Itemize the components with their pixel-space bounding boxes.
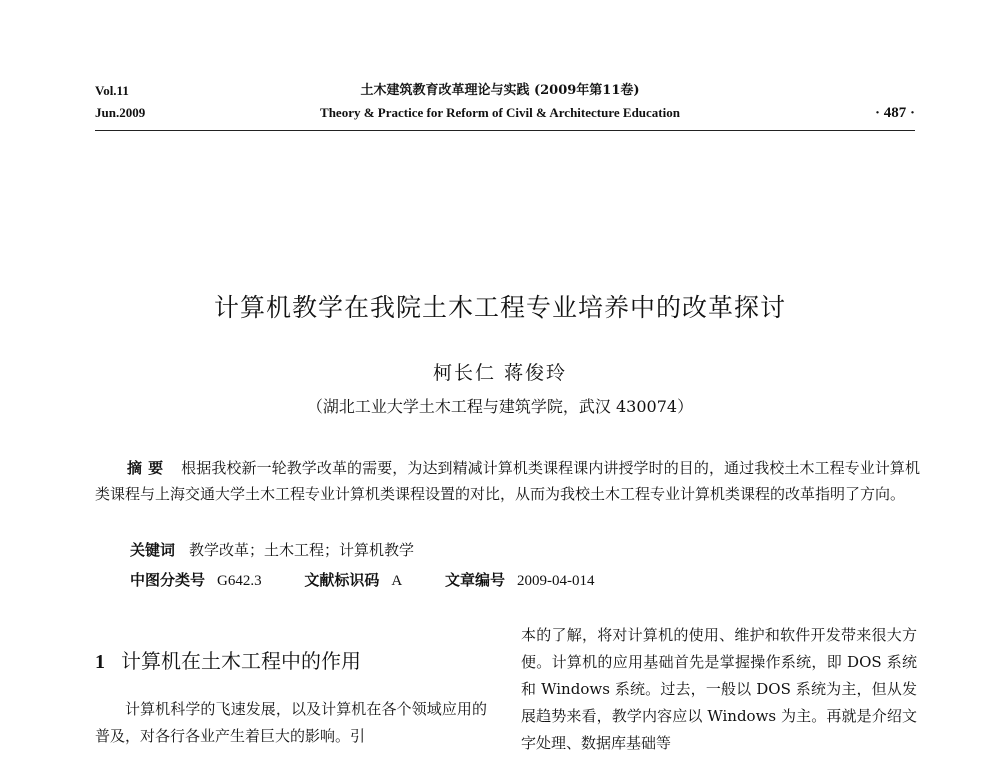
article-no-value: 2009-04-014 [517,573,595,589]
journal-title-en: Theory & Practice for Reform of Civil & Architecture Education [320,105,680,120]
page-number: · 487 · [874,105,915,121]
journal-header [300,80,700,124]
section-heading [95,645,487,674]
doc-code-label: 文献标识码 [304,571,380,589]
article-title: 计算机教学在我院土木工程专业培养中的改革探讨 [213,293,786,322]
classification-line [130,567,633,594]
clc-label: 中图分类号 [130,571,206,589]
volume-label: Vol.11 [95,83,129,98]
keywords-text: 教学改革；土木工程；计算机教学 [189,541,415,559]
section-number: 1 [95,651,105,673]
doc-code-value: A [391,573,403,589]
journal-volume-info [95,80,145,124]
section-title: 计算机在土木工程中的作用 [121,649,361,673]
article-no-label: 文章编号 [445,571,506,589]
author-affiliation: （湖北工业大学土木工程与建筑学院，武汉 430074） [306,397,694,416]
journal-title-cn: 土木建筑教育改革理论与实践 (2009年第11卷) [360,83,640,98]
abstract-text: 根据我校新一轮教学改革的需要，为达到精减计算机类课程课内讲授学时的目的，通过我校土木工程专业计算机类课程与上海交通大学土木工程专业计算机类课程设置的对比，从而为我校土木工程专业计算机类课程的改革指明了方向。 [95,459,920,503]
article-authors: 柯长仁 蒋俊玲 [432,362,568,384]
body-paragraph-left: 计算机科学的飞速发展，以及计算机在各个领域应用的普及，对各行各业产生着巨大的影响。引 [95,700,487,745]
header-rule [95,130,915,131]
keywords-label: 关键词 [130,541,176,559]
left-column [95,620,487,750]
keywords [130,537,414,563]
body-paragraph-right: 本的了解，将对计算机的使用、维护和软件开发带来很大方便。计算机的应用基础首先是掌握操作系统，即 DOS 系统和 Windows 系统。过去，一般以 DOS 系统为主，但从发展趋势来看，教学内容应以 Windows 为主。再就是介绍文字处理、数据库基础等 [521,626,917,752]
abstract-label: 摘要 [127,459,170,477]
clc-value: G642.3 [217,573,262,589]
abstract [95,455,920,507]
issue-date: Jun.2009 [95,105,146,120]
